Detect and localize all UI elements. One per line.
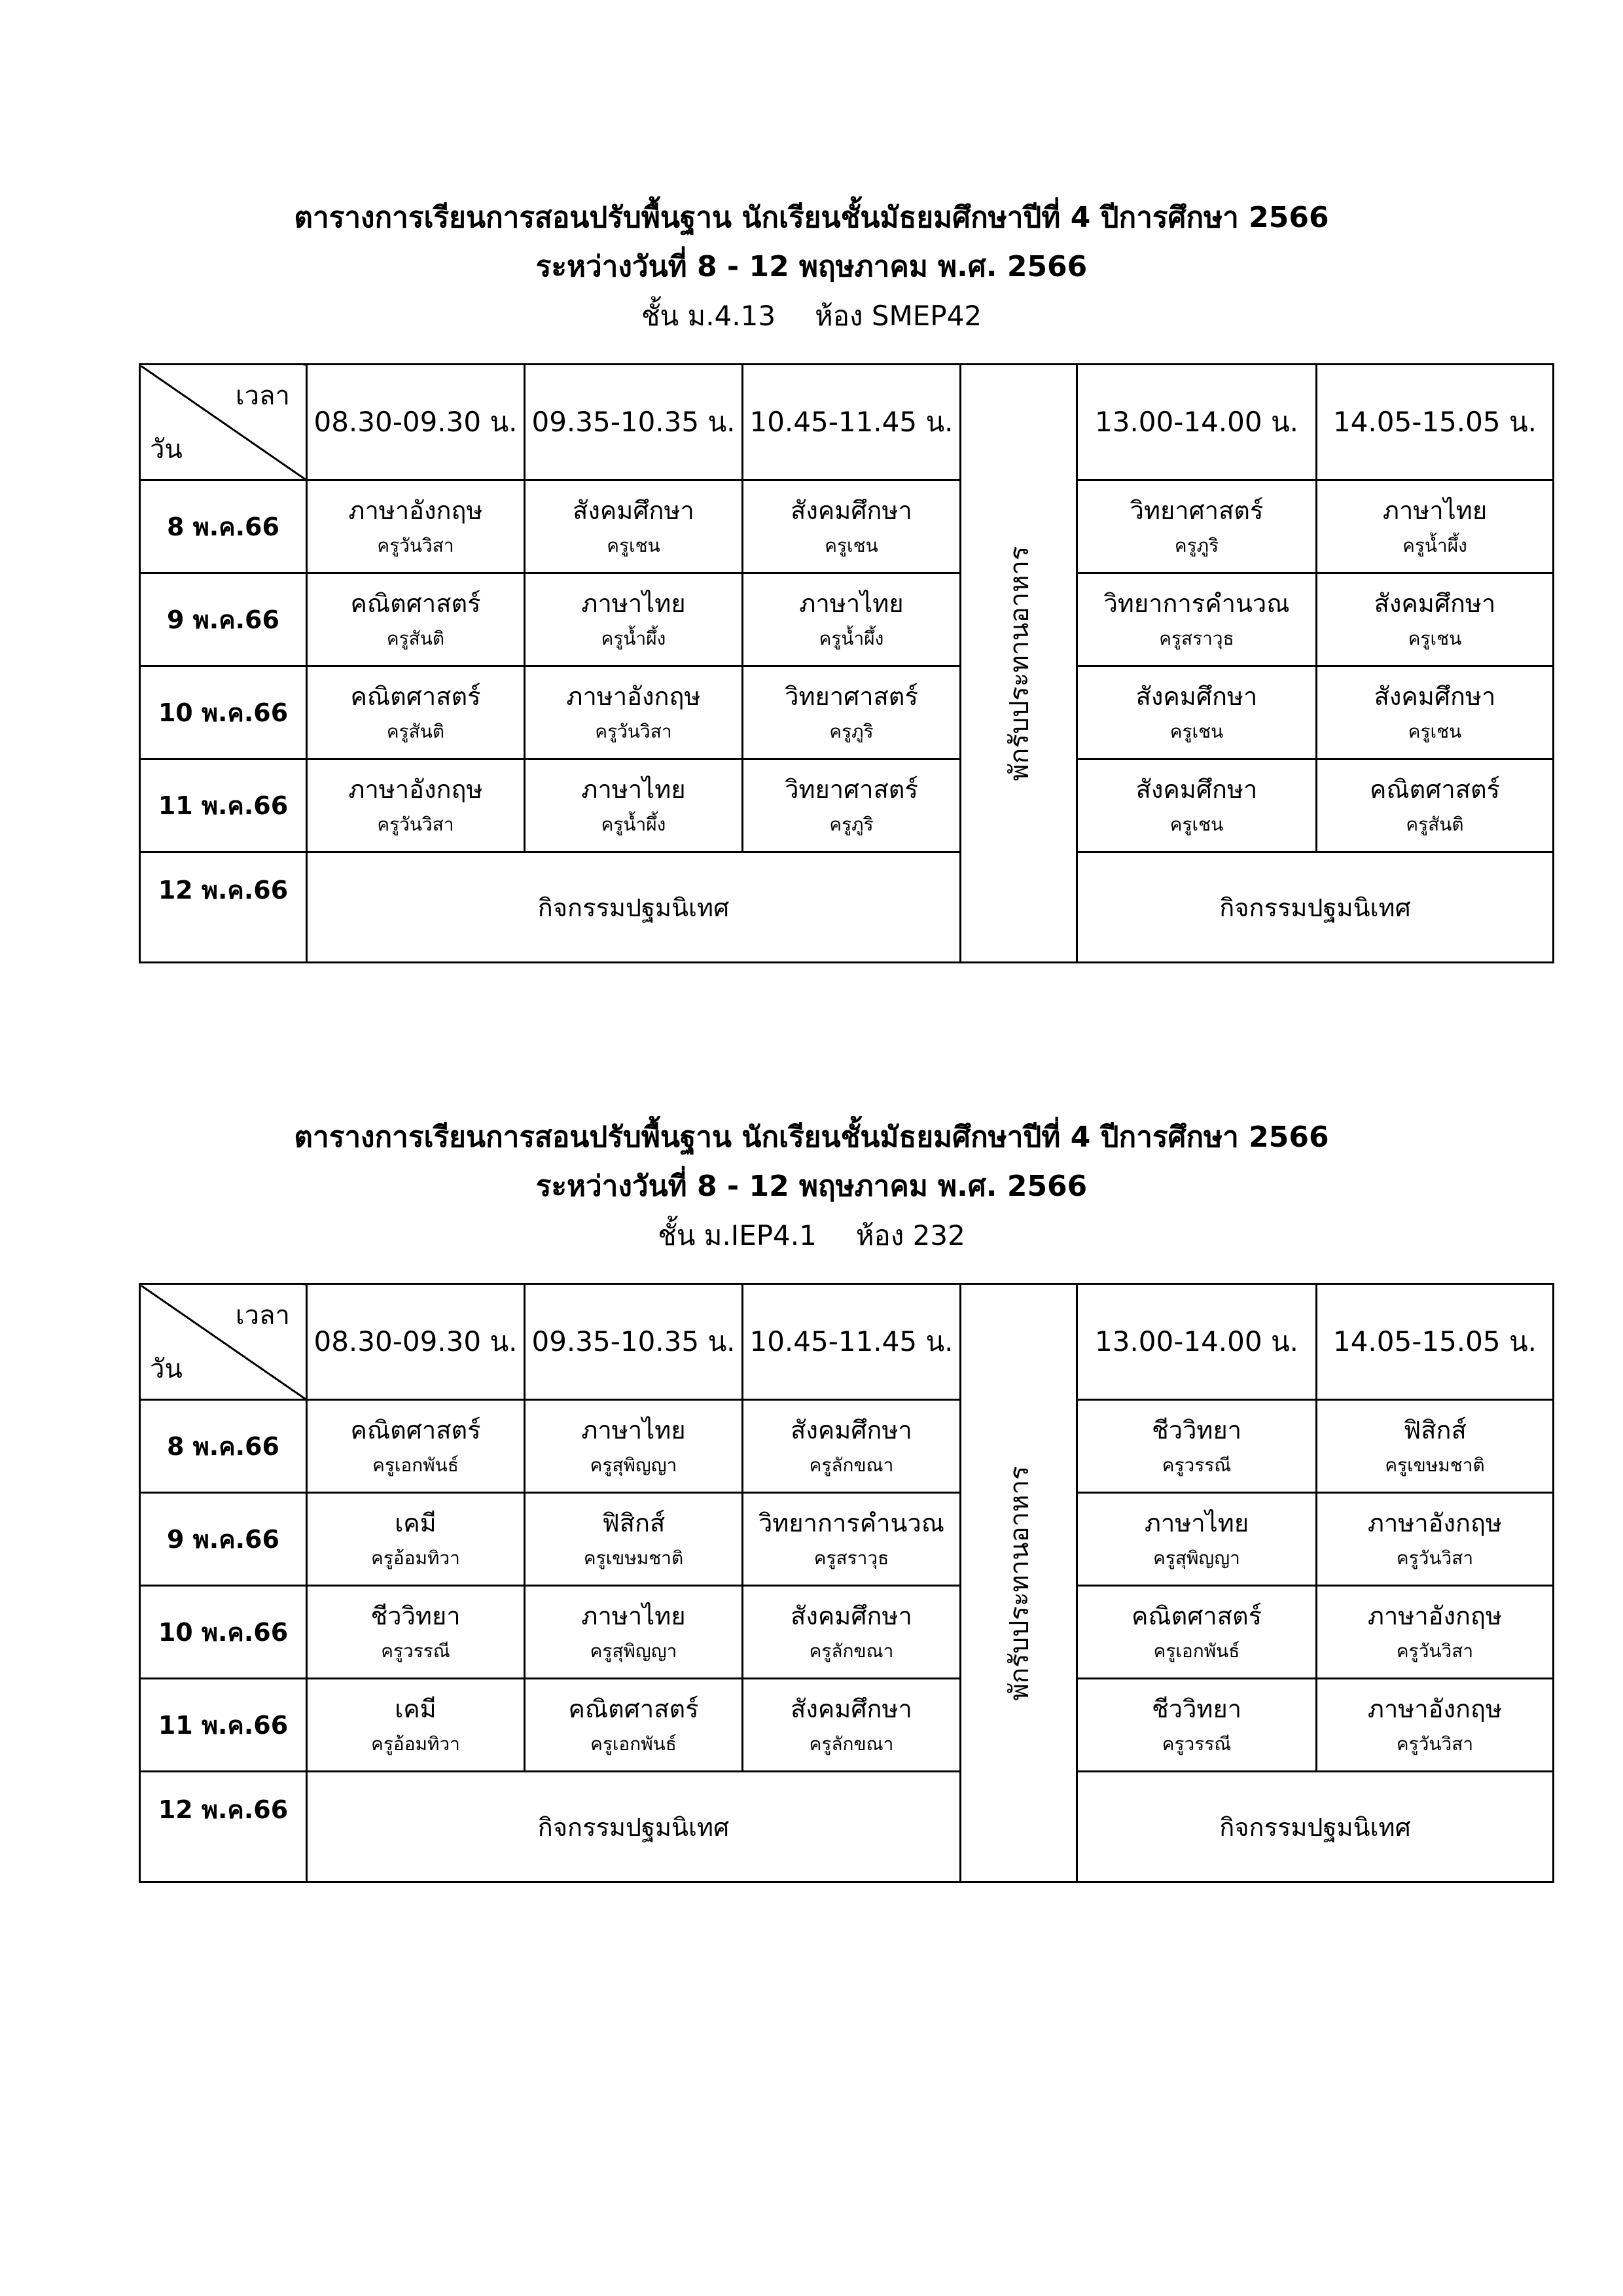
class-cell: [743, 666, 961, 759]
subject-name: สังคมศึกษา: [791, 495, 912, 525]
class-cell: [743, 573, 961, 666]
class-cell: [1077, 1679, 1317, 1772]
class-cell: [1077, 573, 1317, 666]
teacher-name: ครูเชน: [1169, 720, 1224, 742]
subject-name: สังคมศึกษา: [791, 1415, 912, 1444]
class-cell: [743, 1493, 961, 1586]
subject-name: สังคมศึกษา: [1135, 774, 1258, 804]
class-cell: [1317, 573, 1554, 666]
schedule-title: ตารางการเรียนการสอนปรับพื้นฐาน นักเรียนชั้นมัธยมศึกษาปีที่ 4 ปีการศึกษา 2566: [294, 1121, 1329, 1154]
class-cell: [307, 573, 525, 666]
time-slot-header: 13.00-14.00 น.: [1077, 365, 1317, 480]
teacher-name: ครูน้ำผึ้ง: [819, 627, 884, 649]
class-cell: [1077, 759, 1317, 852]
teacher-name: ครูวรรณี: [381, 1640, 450, 1662]
subject-name: สังคมศึกษา: [1374, 588, 1496, 618]
teacher-name: ครูสุพิญญา: [590, 1454, 677, 1476]
class-cell: [1077, 666, 1317, 759]
teacher-name: ครูเชน: [825, 534, 878, 556]
class-room-line: [0, 298, 1623, 334]
class-cell: [1077, 1586, 1317, 1679]
day-cell: 11 พ.ค.66: [140, 1679, 307, 1772]
time-axis-label: เวลา: [235, 1300, 290, 1331]
table-row: [140, 666, 1554, 759]
teacher-name: ครูเอกพันธ์: [372, 1454, 459, 1476]
class-cell: [525, 1679, 743, 1772]
class-cell: [1317, 1586, 1554, 1679]
teacher-name: ครูน้ำผึ้ง: [601, 813, 666, 835]
table-row: [140, 1493, 1554, 1586]
teacher-name: ครูสุพิญญา: [590, 1640, 677, 1662]
subject-name: ภาษาไทย: [1144, 1508, 1249, 1537]
time-slot-header: 14.05-15.05 น.: [1317, 1284, 1554, 1400]
teacher-name: ครูวันวิสา: [1396, 1547, 1474, 1569]
class-cell: [743, 480, 961, 573]
class-cell: [307, 1586, 525, 1679]
subject-name: ภาษาไทย: [581, 774, 686, 804]
teacher-name: ครูภูริ: [1174, 534, 1219, 556]
class-label: ชั้น ม.IEP4.1: [658, 1219, 817, 1251]
day-axis-label: วัน: [150, 1354, 183, 1384]
class-cell: [743, 1679, 961, 1772]
table-row: [140, 573, 1554, 666]
corner-cell: [140, 1284, 307, 1400]
subject-name: สังคมศึกษา: [1374, 681, 1496, 711]
day-cell: 8 พ.ค.66: [140, 1400, 307, 1493]
subject-name: วิทยาศาสตร์: [785, 681, 918, 711]
class-cell: [307, 1493, 525, 1586]
subject-name: ภาษาอังกฤษ: [1367, 1601, 1503, 1630]
subject-name: ฟิสิกส์: [601, 1508, 666, 1537]
class-cell: [1317, 759, 1554, 852]
day-cell: 10 พ.ค.66: [140, 666, 307, 759]
teacher-name: ครูวรรณี: [1162, 1732, 1232, 1755]
orientation-morning-cell: กิจกรรมปฐมนิเทศ: [307, 852, 961, 963]
subject-name: ชีววิทยา: [1151, 1694, 1242, 1723]
orientation-afternoon-cell: กิจกรรมปฐมนิเทศ: [1077, 852, 1554, 963]
class-cell: [307, 666, 525, 759]
subject-name: ภาษาอังกฤษ: [348, 495, 483, 525]
schedule-period: ระหว่างวันที่ 8 - 12 พฤษภาคม พ.ศ. 2566: [535, 250, 1088, 283]
class-cell: [1317, 666, 1554, 759]
day-cell: 9 พ.ค.66: [140, 573, 307, 666]
subject-name: เคมี: [395, 1694, 437, 1723]
class-cell: [525, 480, 743, 573]
teacher-name: ครูวันวิสา: [1396, 1640, 1474, 1662]
header-row: [140, 1284, 1554, 1400]
time-slot-header: 14.05-15.05 น.: [1317, 365, 1554, 480]
subject-name: คณิตศาสตร์: [350, 1415, 481, 1444]
class-cell: [743, 1400, 961, 1493]
teacher-name: ครูน้ำผึ้ง: [601, 627, 666, 649]
subject-name: สังคมศึกษา: [791, 1694, 912, 1723]
time-axis-label: เวลา: [235, 381, 290, 411]
table-row: [140, 480, 1554, 573]
header-row: [140, 365, 1554, 480]
class-cell: [525, 666, 743, 759]
class-cell: [743, 1586, 961, 1679]
subject-name: ภาษาไทย: [1382, 495, 1488, 525]
class-cell: [525, 1493, 743, 1586]
time-slot-header: 13.00-14.00 น.: [1077, 1284, 1317, 1400]
teacher-name: ครูสันติ: [386, 627, 445, 649]
subject-name: ภาษาอังกฤษ: [1367, 1508, 1503, 1537]
teacher-name: ครูเชน: [1408, 627, 1462, 649]
subject-name: เคมี: [395, 1508, 437, 1537]
room-label: ห้อง 232: [855, 1219, 965, 1251]
teacher-name: ครูอ้อมทิวา: [371, 1547, 460, 1569]
subject-name: คณิตศาสตร์: [568, 1694, 699, 1723]
day-cell: 12 พ.ค.66: [140, 1772, 307, 1882]
teacher-name: ครูน้ำผึ้ง: [1402, 534, 1467, 556]
subject-name: สังคมศึกษา: [791, 1601, 912, 1630]
day-axis-label: วัน: [150, 435, 183, 465]
class-room-line: [0, 1217, 1623, 1254]
teacher-name: ครูเอกพันธ์: [590, 1732, 677, 1755]
teacher-name: ครูเอกพันธ์: [1153, 1640, 1240, 1662]
subject-name: ภาษาไทย: [581, 1415, 686, 1444]
teacher-name: ครูอ้อมทิวา: [371, 1732, 460, 1755]
class-cell: [1317, 480, 1554, 573]
day-cell: 9 พ.ค.66: [140, 1493, 307, 1586]
teacher-name: ครูลักขณา: [809, 1732, 894, 1755]
time-slot-header: 08.30-09.30 น.: [307, 365, 525, 480]
teacher-name: ครูสราวุธ: [1159, 627, 1234, 649]
table-row: [140, 852, 1554, 963]
class-cell: [1077, 1400, 1317, 1493]
subject-name: ภาษาอังกฤษ: [566, 681, 701, 711]
subject-name: ภาษาไทย: [581, 588, 686, 618]
class-cell: [525, 1400, 743, 1493]
table-row: [140, 1679, 1554, 1772]
subject-name: วิทยาการคำนวณ: [758, 1508, 945, 1537]
class-cell: [307, 1679, 525, 1772]
day-cell: 12 พ.ค.66: [140, 852, 307, 963]
day-cell: 8 พ.ค.66: [140, 480, 307, 573]
teacher-name: ครูวันวิสา: [377, 534, 454, 556]
teacher-name: ครูวรรณี: [1162, 1454, 1232, 1476]
class-cell: [525, 573, 743, 666]
schedule-table: [139, 1283, 1554, 1883]
subject-name: คณิตศาสตร์: [1131, 1601, 1262, 1630]
subject-name: ชีววิทยา: [370, 1601, 461, 1630]
time-slot-header: 09.35-10.35 น.: [525, 1284, 743, 1400]
teacher-name: ครูวันวิสา: [1396, 1732, 1474, 1755]
teacher-name: ครูสุพิญญา: [1153, 1547, 1240, 1569]
teacher-name: ครูเขษมชาติ: [1385, 1454, 1485, 1476]
table-row: [140, 1772, 1554, 1882]
schedule-title: ตารางการเรียนการสอนปรับพื้นฐาน นักเรียนชั้นมัธยมศึกษาปีที่ 4 ปีการศึกษา 2566: [294, 201, 1329, 234]
table-row: [140, 1400, 1554, 1493]
class-cell: [1077, 1493, 1317, 1586]
subject-name: ภาษาไทย: [581, 1601, 686, 1630]
table-row: [140, 1586, 1554, 1679]
teacher-name: ครูภูริ: [829, 720, 874, 742]
time-slot-header: 10.45-11.45 น.: [743, 1284, 961, 1400]
subject-name: ภาษาอังกฤษ: [348, 774, 483, 804]
class-cell: [525, 1586, 743, 1679]
orientation-afternoon-cell: กิจกรรมปฐมนิเทศ: [1077, 1772, 1554, 1882]
lunch-break-cell: [961, 365, 1077, 963]
time-slot-header: 10.45-11.45 น.: [743, 365, 961, 480]
class-cell: [307, 480, 525, 573]
class-cell: [743, 759, 961, 852]
subject-name: สังคมศึกษา: [573, 495, 694, 525]
subject-name: คณิตศาสตร์: [350, 588, 481, 618]
subject-name: คณิตศาสตร์: [1369, 774, 1501, 804]
class-label: ชั้น ม.4.13: [641, 300, 776, 332]
class-cell: [1317, 1400, 1554, 1493]
subject-name: ฟิสิกส์: [1403, 1415, 1467, 1444]
class-cell: [1317, 1493, 1554, 1586]
class-cell: [1317, 1679, 1554, 1772]
subject-name: วิทยาศาสตร์: [1130, 495, 1264, 525]
teacher-name: ครูเชน: [1408, 720, 1462, 742]
subject-name: คณิตศาสตร์: [350, 681, 481, 711]
table-row: [140, 759, 1554, 852]
lunch-break-label: พักรับประทานอาหาร: [1004, 1465, 1035, 1700]
teacher-name: ครูวันวิสา: [595, 720, 672, 742]
subject-name: วิทยาการคำนวณ: [1103, 588, 1290, 618]
subject-name: สังคมศึกษา: [1135, 681, 1258, 711]
teacher-name: ครูเขษมชาติ: [583, 1547, 684, 1569]
teacher-name: ครูสราวุธ: [813, 1547, 889, 1569]
schedule-table: [139, 363, 1554, 963]
corner-cell: [140, 365, 307, 480]
day-cell: 10 พ.ค.66: [140, 1586, 307, 1679]
class-cell: [307, 1400, 525, 1493]
lunch-break-cell: [961, 1284, 1077, 1882]
teacher-name: ครูสันติ: [386, 720, 445, 742]
class-cell: [307, 759, 525, 852]
day-cell: 11 พ.ค.66: [140, 759, 307, 852]
class-cell: [525, 759, 743, 852]
time-slot-header: 09.35-10.35 น.: [525, 365, 743, 480]
teacher-name: ครูลักขณา: [809, 1640, 894, 1662]
subject-name: ชีววิทยา: [1151, 1415, 1242, 1444]
subject-name: ภาษาไทย: [799, 588, 904, 618]
teacher-name: ครูเชน: [1169, 813, 1224, 835]
teacher-name: ครูเชน: [607, 534, 660, 556]
orientation-morning-cell: กิจกรรมปฐมนิเทศ: [307, 1772, 961, 1882]
teacher-name: ครูสันติ: [1406, 813, 1464, 835]
teacher-name: ครูลักขณา: [809, 1454, 894, 1476]
subject-name: วิทยาศาสตร์: [785, 774, 918, 804]
schedule-period: ระหว่างวันที่ 8 - 12 พฤษภาคม พ.ศ. 2566: [535, 1170, 1088, 1203]
teacher-name: ครูภูริ: [829, 813, 874, 835]
lunch-break-label: พักรับประทานอาหาร: [1004, 546, 1035, 781]
class-cell: [1077, 480, 1317, 573]
teacher-name: ครูวันวิสา: [377, 813, 454, 835]
time-slot-header: 08.30-09.30 น.: [307, 1284, 525, 1400]
room-label: ห้อง SMEP42: [815, 300, 982, 332]
subject-name: ภาษาอังกฤษ: [1367, 1694, 1503, 1723]
